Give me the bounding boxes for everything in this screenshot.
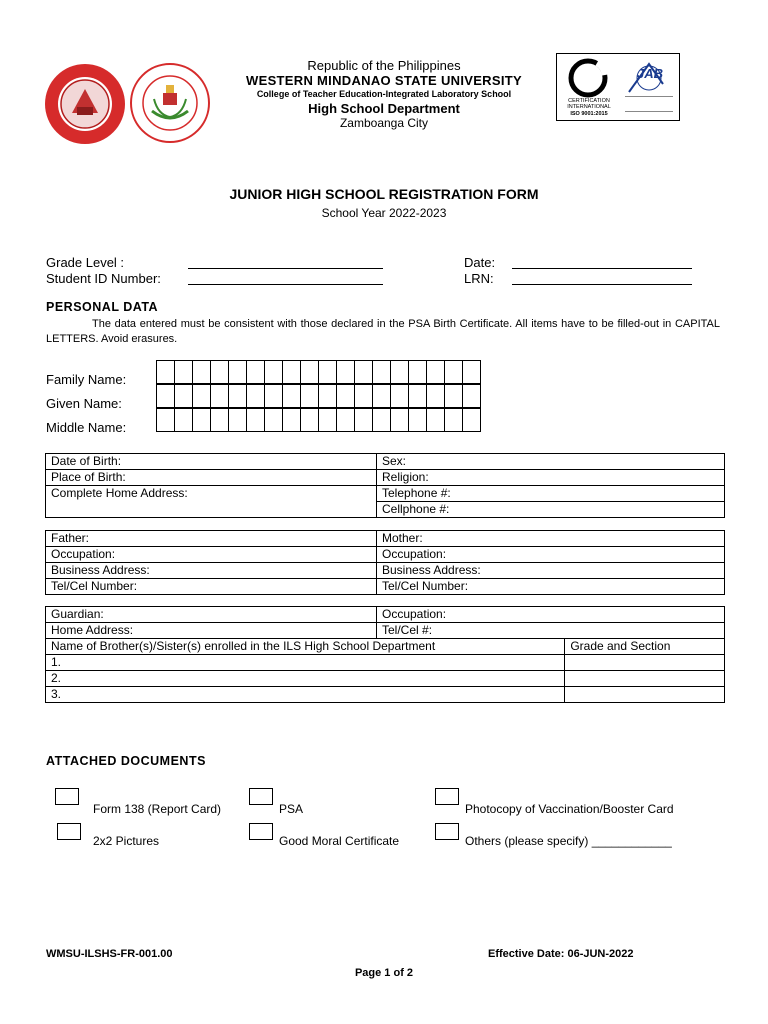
republic-text: Republic of the Philippines bbox=[307, 58, 461, 73]
pictures-label: 2x2 Pictures bbox=[93, 834, 160, 848]
sibling-row-2[interactable] bbox=[46, 671, 565, 687]
mother-business-field[interactable] bbox=[377, 563, 725, 579]
form138-label: Form 138 (Report Card) bbox=[93, 802, 222, 816]
grade-level-label: Grade Level : bbox=[46, 255, 125, 270]
siblings-header bbox=[46, 639, 565, 655]
place-of-birth-label: Place of Birth: bbox=[51, 470, 126, 484]
father-business-field[interactable] bbox=[46, 563, 377, 579]
form-title: JUNIOR HIGH SCHOOL REGISTRATION FORM bbox=[229, 186, 539, 202]
family-name-boxes[interactable] bbox=[156, 360, 480, 384]
mother-business-label: Business Address: bbox=[382, 563, 481, 577]
psa-label: PSA bbox=[279, 802, 304, 816]
department-name: High School Department bbox=[308, 101, 460, 116]
jab-text: JAB bbox=[637, 66, 664, 81]
mother-field[interactable] bbox=[377, 531, 725, 547]
birth-address-table bbox=[45, 453, 725, 518]
date-of-birth-label: Date of Birth: bbox=[51, 454, 122, 468]
sibling-grade-2[interactable] bbox=[565, 671, 725, 687]
sibling-row-2-label: 2. bbox=[51, 671, 62, 685]
father-occupation-label: Occupation: bbox=[51, 547, 116, 561]
home-address-label: Complete Home Address: bbox=[51, 486, 188, 500]
vaccination-label: Photocopy of Vaccination/Booster Card bbox=[465, 802, 674, 816]
cellphone-label: Cellphone #: bbox=[382, 502, 450, 516]
middle-name-boxes[interactable] bbox=[156, 408, 480, 432]
cellphone-field[interactable] bbox=[377, 502, 725, 518]
parents-table bbox=[45, 530, 725, 595]
father-field[interactable] bbox=[46, 531, 377, 547]
lrn-field[interactable] bbox=[512, 272, 692, 285]
student-id-field[interactable] bbox=[188, 272, 383, 285]
university-name: WESTERN MINDANAO STATE UNIVERSITY bbox=[246, 73, 522, 88]
mother-label: Mother: bbox=[382, 531, 423, 545]
given-name-label: Given Name: bbox=[46, 396, 122, 411]
college-name: College of Teacher Education-Integrated Laboratory School bbox=[256, 89, 512, 99]
religion-label: Religion: bbox=[382, 470, 429, 484]
given-name-boxes[interactable] bbox=[156, 384, 480, 408]
cert-iso: ISO 9001:2015 bbox=[570, 111, 608, 117]
date-field[interactable] bbox=[512, 256, 692, 269]
cert-label: CERTIFICATION INTERNATIONAL bbox=[567, 98, 611, 110]
attached-documents-heading: ATTACHED DOCUMENTS bbox=[46, 754, 206, 768]
date-label: Date: bbox=[464, 255, 496, 270]
sibling-grade-1[interactable] bbox=[565, 655, 725, 671]
mother-occupation-field[interactable] bbox=[377, 547, 725, 563]
good-moral-checkbox[interactable] bbox=[249, 823, 273, 840]
sex-field[interactable] bbox=[377, 454, 725, 470]
guardian-tel-field[interactable] bbox=[377, 623, 725, 639]
guardian-occupation-field[interactable] bbox=[377, 607, 725, 623]
lrn-label: LRN: bbox=[464, 271, 494, 286]
date-of-birth-field[interactable] bbox=[46, 454, 377, 470]
guardian-address-field[interactable] bbox=[46, 623, 377, 639]
instructions-text: The data entered must be consistent with those declared in the PSA Birth Certificate. All items have to be filled-out in CAPITAL LETTERS. Avoid erasures. bbox=[46, 318, 720, 345]
sibling-row-1[interactable] bbox=[46, 655, 565, 671]
grade-section-label: Grade and Section bbox=[570, 639, 671, 653]
sibling-row-1-label: 1. bbox=[51, 655, 62, 669]
guardian-address-label: Home Address: bbox=[51, 623, 134, 637]
school-year: School Year 2022-2023 bbox=[321, 206, 447, 220]
sex-label: Sex: bbox=[382, 454, 407, 468]
effective-date: Effective Date: 06-JUN-2022 bbox=[488, 948, 634, 960]
telephone-label: Telephone #: bbox=[382, 486, 451, 500]
pictures-checkbox[interactable] bbox=[57, 823, 81, 840]
grade-section-header bbox=[565, 639, 725, 655]
guardian-field[interactable] bbox=[46, 607, 377, 623]
mother-tel-label: Tel/Cel Number: bbox=[382, 579, 469, 593]
father-tel-field[interactable] bbox=[46, 579, 377, 595]
guardian-label: Guardian: bbox=[51, 607, 104, 621]
father-occupation-field[interactable] bbox=[46, 547, 377, 563]
father-label: Father: bbox=[51, 531, 90, 545]
sibling-row-3[interactable] bbox=[46, 687, 565, 703]
religion-field[interactable] bbox=[377, 470, 725, 486]
city-name: Zamboanga City bbox=[339, 116, 429, 130]
mother-occupation-label: Occupation: bbox=[382, 547, 447, 561]
personal-data-instructions bbox=[46, 317, 720, 347]
father-business-label: Business Address: bbox=[51, 563, 150, 577]
father-tel-label: Tel/Cel Number: bbox=[51, 579, 138, 593]
good-moral-label: Good Moral Certificate bbox=[279, 834, 400, 848]
form-code: WMSU-ILSHS-FR-001.00 bbox=[46, 948, 173, 960]
guardian-table bbox=[45, 606, 725, 703]
guardian-occupation-label: Occupation: bbox=[382, 607, 447, 621]
guardian-tel-label: Tel/Cel #: bbox=[382, 623, 433, 637]
sibling-row-3-label: 3. bbox=[51, 687, 62, 701]
place-of-birth-field[interactable] bbox=[46, 470, 377, 486]
home-address-field[interactable] bbox=[46, 486, 377, 518]
others-label: Others (please specify) ____________ bbox=[465, 834, 672, 848]
middle-name-label: Middle Name: bbox=[46, 420, 127, 435]
personal-data-heading: PERSONAL DATA bbox=[46, 300, 159, 314]
grade-level-field[interactable] bbox=[188, 256, 383, 269]
page-number: Page 1 of 2 bbox=[354, 967, 414, 979]
student-id-label: Student ID Number: bbox=[46, 271, 161, 286]
form138-checkbox[interactable] bbox=[55, 788, 79, 805]
siblings-label: Name of Brother(s)/Sister(s) enrolled in the ILS High School Department bbox=[51, 639, 436, 653]
family-name-label: Family Name: bbox=[46, 372, 127, 387]
telephone-field[interactable] bbox=[377, 486, 725, 502]
psa-checkbox[interactable] bbox=[249, 788, 273, 805]
sibling-grade-3[interactable] bbox=[565, 687, 725, 703]
others-checkbox[interactable] bbox=[435, 823, 459, 840]
vaccination-checkbox[interactable] bbox=[435, 788, 459, 805]
mother-tel-field[interactable] bbox=[377, 579, 725, 595]
